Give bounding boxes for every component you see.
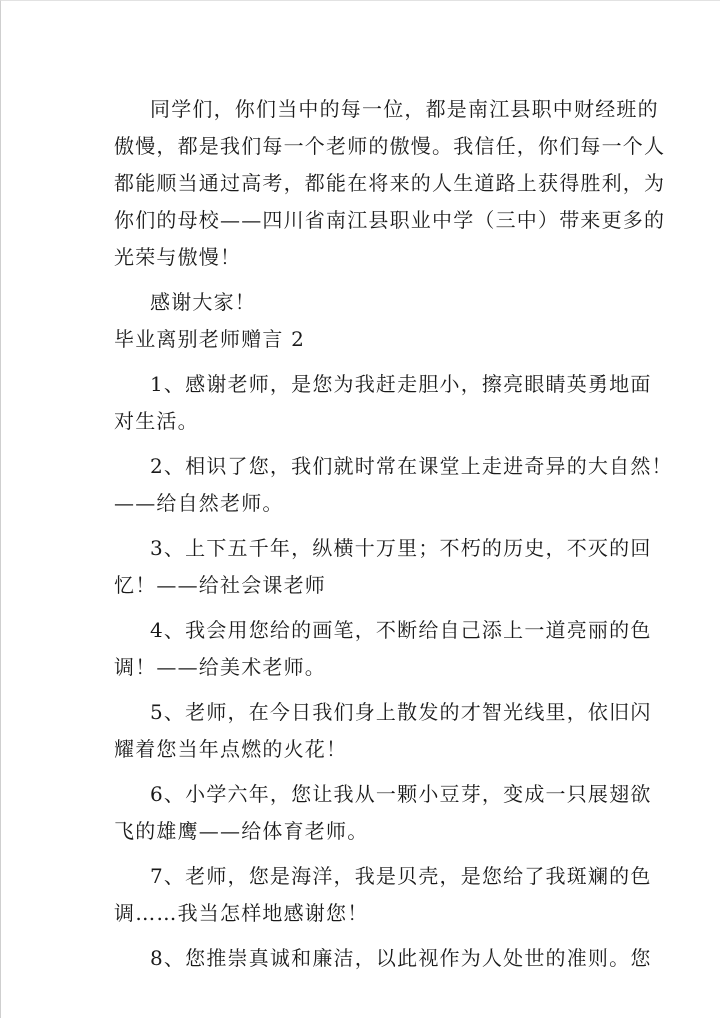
intro-line: 你们的母校——四川省南江县职业中学（三中）带来更多的 [114, 208, 666, 232]
list-item-line: 忆！——给社会课老师 [114, 573, 326, 597]
list-item [114, 776, 652, 850]
list-item-line: 4、我会用您给的画笔，不断给自己添上一道亮丽的色 [150, 618, 652, 642]
intro-line: 同学们，你们当中的每一位，都是南江县职中财经班的 [150, 97, 659, 121]
thanks-line: 感谢大家！ [150, 290, 256, 314]
list-item-line: 6、小学六年，您让我从一颗小豆芽，变成一只展翅欲 [150, 782, 652, 806]
list-item [114, 366, 652, 440]
list-item [114, 530, 652, 604]
list-item-line: 1、感谢老师，是您为我赶走胆小，擦亮眼睛英勇地面 [150, 372, 652, 396]
list-item-line: 5、老师，在今日我们身上散发的才智光线里，依旧闪 [150, 700, 652, 724]
list-item-line: 7、老师，您是海洋，我是贝壳，是您给了我斑斓的色 [150, 864, 652, 888]
list-item-line: 对生活。 [114, 409, 199, 433]
intro-line: 傲慢，都是我们每一个老师的傲慢。我信任，你们每一个人 [114, 134, 666, 158]
list-item-line: 调！——给美术老师。 [114, 655, 326, 679]
list-item-line: 耀着您当年点燃的火花！ [114, 737, 348, 761]
intro-line: 都能顺当通过高考，都能在将来的人生道路上获得胜利，为 [114, 171, 666, 195]
list-item [114, 694, 652, 768]
intro-line: 光荣与傲慢！ [114, 245, 242, 269]
list-item-line: 3、上下五千年，纵横十万里；不朽的历史，不灭的回 [150, 536, 652, 560]
list-item-line: 2、相识了您，我们就时常在课堂上走进奇异的大自然！ [150, 454, 673, 478]
list-item [114, 858, 652, 932]
list-item-line: 飞的雄鹰——给体育老师。 [114, 819, 369, 843]
list-item-line: ——给自然老师。 [114, 491, 284, 515]
list-item [114, 940, 652, 977]
list-item [114, 612, 652, 686]
list-item-line: 调……我当怎样地感谢您！ [114, 901, 369, 925]
intro-paragraph [114, 91, 666, 276]
list-item [114, 448, 673, 522]
document-body [114, 91, 673, 977]
section-title: 毕业离别老师赠言 2 [114, 327, 306, 351]
list-item-line: 8、您推崇真诚和廉洁，以此视作为人处世的准则。您 [150, 946, 652, 970]
